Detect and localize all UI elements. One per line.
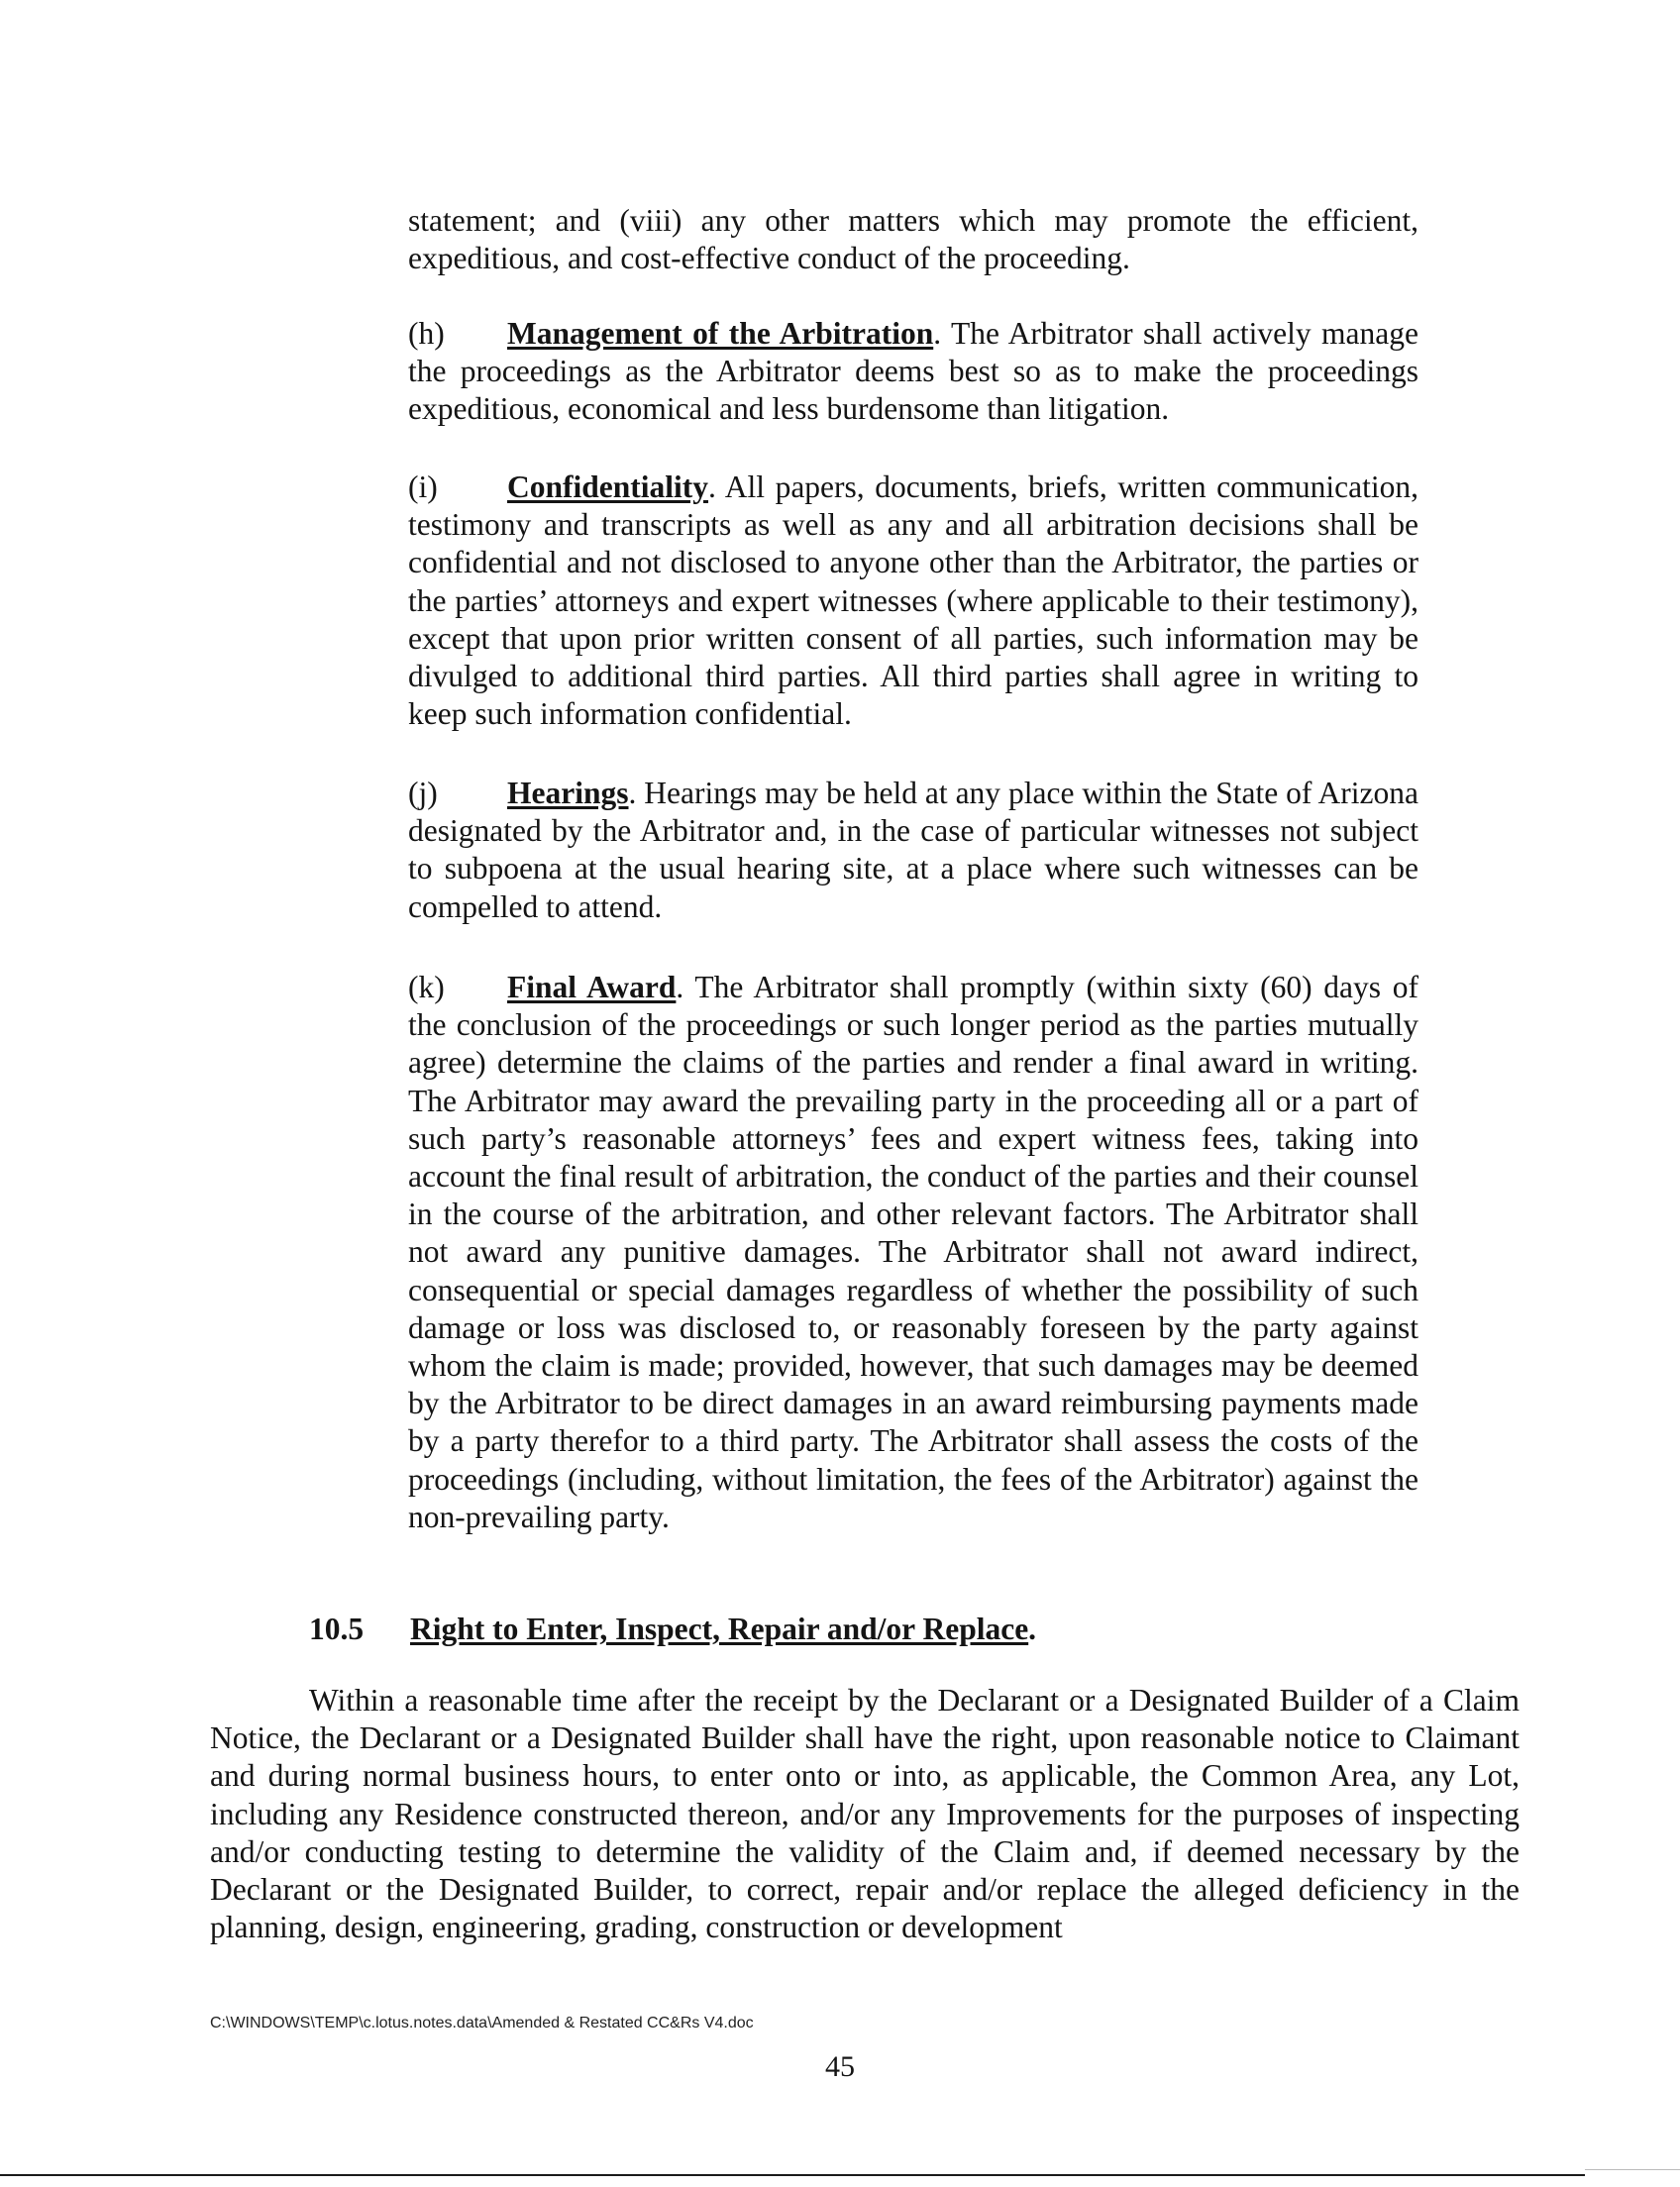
footer-file-path: C:\WINDOWS\TEMP\c.lotus.notes.data\Amended & Restated CC&Rs V4.doc xyxy=(210,2015,754,2031)
paragraph-i-letter: (i) xyxy=(408,469,438,504)
section-10-5-title: Right to Enter, Inspect, Repair and/or Replace xyxy=(410,1612,1029,1646)
section-10-5-body: Within a reasonable time after the receipt by the Declarant or a Designated Builder of a Claim Notice, the Declarant or a Designated Builder shall have the right, upon reasonable notice to Claimant and during normal business hours, to enter onto or into, as applicable, the Common Area, any Lot, including any Residence constructed thereon, and/or any Improvements for the purposes of inspecting and/or conducting testing to determine the validity of the Claim and, if deemed necessary by the Declarant or the Designated Builder, to correct, repair and/or replace the alleged deficiency in the planning, design, engineering, grading, construction or development xyxy=(210,1683,1520,1945)
paragraph-h-heading: Management of the Arbitration xyxy=(507,316,934,351)
page-number: 45 xyxy=(825,2050,855,2083)
paragraph-i-body: . All papers, documents, briefs, written communication, testimony and transcripts as well as any and all arbitration decisions shall be confidential and not disclosed to anyone other than the Arbitrator, the parties or the parties’ attorneys and expert witnesses (where applicable to their testimony), except that upon prior written consent of all parties, such information may be divulged to additional third parties. All third parties shall agree in writing to keep such information confidential. xyxy=(408,469,1418,732)
paragraph-k-heading: Final Award xyxy=(507,970,677,1004)
paragraph-j-body: . Hearings may be held at any place within the State of Arizona designated by the Arbitrator and, in the case of particular witnesses not subject to subpoena at the usual hearing site, at a place where such witnesses can be compelled to attend. xyxy=(408,776,1418,924)
scan-edge-line-faint xyxy=(1585,2169,1680,2170)
paragraph-k-body: . The Arbitrator shall promptly (within sixty (60) days of the conclusion of the proceedings or such longer period as the parties mutually agree) determine the claims of the parties and render a final award in writing. The Arbitrator may award the prevailing party in the proceeding all or a part of such party’s reasonable attorneys’ fees and expert witness fees, taking into account the final result of arbitration, the conduct of the parties and their counsel in the course of the arbitration, and other relevant factors. The Arbitrator shall not award any punitive damages. The Arbitrator shall not award indirect, consequential or special damages regardless of whether the possibility of such damage or loss was disclosed to, or reasonably foreseen by the party against whom the claim is made; provided, however, that such damages may be deemed by the Arbitrator to be direct damages in an award reimbursing payments made by a party therefor to a third party. The Arbitrator shall assess the costs of the proceedings (including, without limitation, the fees of the Arbitrator) against the non-prevailing party. xyxy=(408,970,1419,1534)
scan-edge-line xyxy=(0,2174,1585,2176)
paragraph-k xyxy=(408,969,1418,1536)
paragraph-h-letter: (h) xyxy=(408,316,445,351)
paragraph-k-letter: (k) xyxy=(408,970,445,1004)
paragraph-i-heading: Confidentiality xyxy=(507,469,709,504)
paragraph-g-tail xyxy=(408,202,1418,277)
section-10-5-number: 10.5 xyxy=(309,1612,365,1646)
paragraph-j-letter: (j) xyxy=(408,776,438,810)
paragraph-j xyxy=(408,775,1418,926)
paragraph-i xyxy=(408,469,1418,733)
paragraph-j-heading: Hearings xyxy=(507,776,629,810)
paragraph-h-body: . The Arbitrator shall actively manage the proceedings as the Arbitrator deems best so as to make the proceedings expeditious, economical and less burdensome than litigation. xyxy=(408,316,1418,427)
section-10-5-heading xyxy=(309,1611,1036,1648)
paragraph-g-tail-text: statement; and (viii) any other matters which may promote the efficient, expeditious, and cost-effective conduct of the proceeding. xyxy=(408,203,1418,276)
paragraph-h xyxy=(408,315,1418,429)
section-10-5-title-end: . xyxy=(1028,1612,1037,1646)
